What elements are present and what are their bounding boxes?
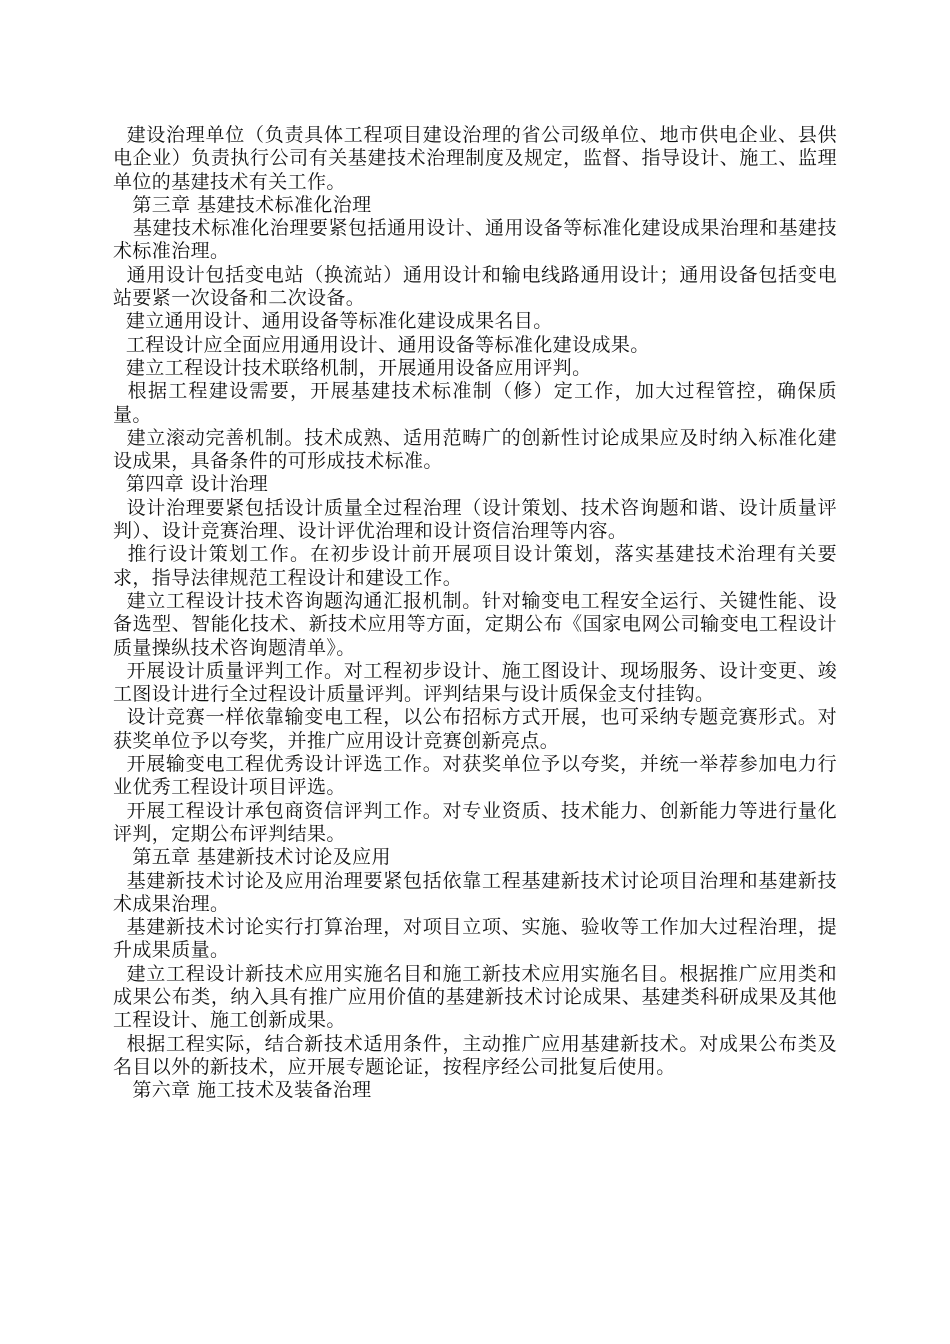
body-paragraph: 基建新技术讨论实行打算治理，对项目立项、实施、验收等工作加大过程治理，提升成果质量。 bbox=[113, 916, 837, 962]
body-paragraph: 开展输变电工程优秀设计评选工作。对获奖单位予以夸奖，并统一举荐参加电力行业优秀工程设计项目评选。 bbox=[113, 753, 837, 799]
body-paragraph: 建设治理单位（负责具体工程项目建设治理的省公司级单位、地市供电企业、县供电企业）负责执行公司有关基建技术治理制度及规定，监督、指导设计、施工、监理单位的基建技术有关工作。 bbox=[113, 124, 837, 193]
body-paragraph: 建立工程设计技术联络机制，开展通用设备应用评判。 bbox=[113, 356, 592, 379]
body-paragraph: 建立工程设计技术咨询题沟通汇报机制。针对输变电工程安全运行、关键性能、设备选型、智能化技术、新技术应用等方面，定期公布《国家电网公司输变电工程设计质量操纵技术咨询题清单》。 bbox=[113, 589, 837, 659]
body-paragraph: 根据工程建设需要，开展基建技术标准制（修）定工作，加大过程管控，确保质量。 bbox=[113, 380, 837, 426]
body-paragraph: 建立滚动完善机制。技术成熟、适用范畴广的创新性讨论成果应及时纳入标准化建设成果，具备条件的可形成技术标准。 bbox=[113, 426, 837, 473]
body-paragraph: 建立工程设计新技术应用实施名目和施工新技术应用实施名目。根据推广应用类和成果公布类，纳入具有推广应用价值的基建新技术讨论成果、基建类科研成果及其他工程设计、施工创新成果。 bbox=[113, 962, 837, 1032]
chapter-heading: 第三章 基建技术标准化治理 bbox=[113, 193, 372, 216]
body-paragraph: 工程设计应全面应用通用设计、通用设备等标准化建设成果。 bbox=[113, 333, 650, 356]
body-paragraph: 开展设计质量评判工作。对工程初步设计、施工图设计、现场服务、设计变更、竣工图设计进行全过程设计质量评判。评判结果与设计质保金支付挂钩。 bbox=[113, 659, 837, 706]
body-paragraph: 设计治理要紧包括设计质量全过程治理（设计策划、技术咨询题和谐、设计质量评判）、设计竞赛治理、设计评优治理和设计资信治理等内容。 bbox=[113, 496, 837, 543]
chapter-heading: 第五章 基建新技术讨论及应用 bbox=[113, 846, 391, 869]
body-paragraph: 通用设计包括变电站（换流站）通用设计和输电线路通用设计；通用设备包括变电站要紧一次设备和二次设备。 bbox=[113, 263, 837, 310]
body-paragraph: 推行设计策划工作。在初步设计前开展项目设计策划，落实基建技术治理有关要求，指导法律规范工程设计和建设工作。 bbox=[113, 543, 837, 589]
body-paragraph: 基建技术标准化治理要紧包括通用设计、通用设备等标准化建设成果治理和基建技术标准治理。 bbox=[113, 217, 837, 263]
body-paragraph: 开展工程设计承包商资信评判工作。对专业资质、技术能力、创新能力等进行量化评判，定期公布评判结果。 bbox=[113, 799, 837, 845]
chapter-heading: 第六章 施工技术及装备治理 bbox=[113, 1079, 372, 1102]
body-paragraph: 建立通用设计、通用设备等标准化建设成果名目。 bbox=[113, 310, 553, 333]
chapter-heading: 第四章 设计治理 bbox=[113, 473, 269, 496]
body-paragraph: 根据工程实际，结合新技术适用条件，主动推广应用基建新技术。对成果公布类及名目以外的新技术，应开展专题论证，按程序经公司批复后使用。 bbox=[113, 1032, 837, 1078]
body-paragraph: 基建新技术讨论及应用治理要紧包括依靠工程基建新技术讨论项目治理和基建新技术成果治理。 bbox=[113, 869, 837, 915]
body-paragraph: 设计竞赛一样依靠输变电工程，以公布招标方式开展，也可采纳专题竞赛形式。对获奖单位予以夸奖，并推广应用设计竞赛创新亮点。 bbox=[113, 706, 837, 752]
document-body bbox=[113, 124, 837, 1102]
